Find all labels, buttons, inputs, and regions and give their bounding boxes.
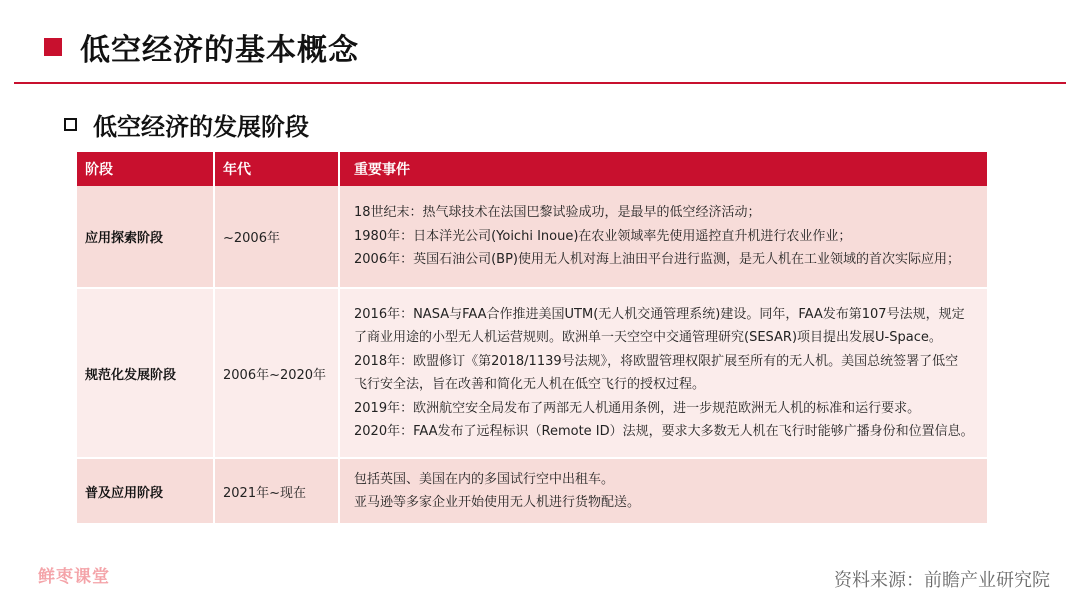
section-heading	[64, 104, 309, 144]
era-cell: 2006年~2020年	[214, 288, 339, 458]
table-row	[77, 288, 987, 458]
table-row	[77, 186, 987, 288]
event-line: 2019年：欧洲航空安全局发布了两部无人机通用条例，进一步规范欧洲无人机的标准和运行要求。	[354, 400, 921, 416]
column-header-events: 重要事件	[339, 152, 987, 186]
event-line: 亚马逊等多家企业开始使用无人机进行货物配送。	[354, 495, 641, 510]
table-row	[77, 458, 987, 524]
column-header-era: 年代	[214, 152, 339, 186]
era-cell: 2021年~现在	[214, 458, 339, 524]
section-title: 低空经济的发展阶段	[93, 112, 309, 141]
event-line: 2018年：欧盟修订《第2018/1139号法规》，将欧盟管理权限扩展至所有的无人机。美国总统签署了低空	[354, 353, 959, 369]
event-line: 2016年：NASA与FAA合作推进美国UTM(无人机交通管理系统)建设。同年，FAA发布第107号法规，规定	[354, 306, 965, 322]
event-line: 18世纪末：热气球技术在法国巴黎试验成功，是最早的低空经济活动；	[354, 205, 761, 221]
source-note: 资料来源：前瞻产业研究院	[834, 570, 1050, 591]
stage-cell: 普及应用阶段	[77, 458, 214, 524]
brand-watermark: 鲜枣课堂	[38, 567, 110, 587]
event-line: 了商业用途的小型无人机运营规则。欧洲单一天空空中交通管理研究(SESAR)项目提出发展U-Space。	[354, 330, 942, 345]
stage-cell: 应用探索阶段	[77, 186, 214, 288]
title-bullet-square	[44, 38, 62, 56]
events-cell	[339, 458, 987, 524]
events-cell	[339, 288, 987, 458]
stages-table	[77, 152, 987, 525]
event-line: 2020年：FAA发布了远程标识（Remote ID）法规，要求大多数无人机在飞行时能够广播身份和位置信息。	[354, 424, 974, 439]
events-cell	[339, 186, 987, 288]
title-divider	[14, 82, 1066, 84]
event-line: 包括英国、美国在内的多国试行空中出租车。	[354, 471, 615, 487]
era-cell: ~2006年	[214, 186, 339, 288]
column-header-stage: 阶段	[77, 152, 214, 186]
table-header-row	[77, 152, 987, 186]
event-line: 2006年：英国石油公司(BP)使用无人机对海上油田平台进行监测，是无人机在工业领域的首次实际应用；	[354, 252, 960, 268]
slide-header	[44, 22, 359, 72]
stage-cell: 规范化发展阶段	[77, 288, 214, 458]
event-line: 飞行安全法，旨在改善和简化无人机在低空飞行的授权过程。	[354, 377, 706, 392]
hollow-square-bullet-icon	[64, 118, 77, 131]
page-title: 低空经济的基本概念	[80, 33, 359, 68]
event-line: 1980年：日本洋光公司(Yoichi Inoue)在农业领域率先使用遥控直升机进行农业作业；	[354, 228, 852, 244]
